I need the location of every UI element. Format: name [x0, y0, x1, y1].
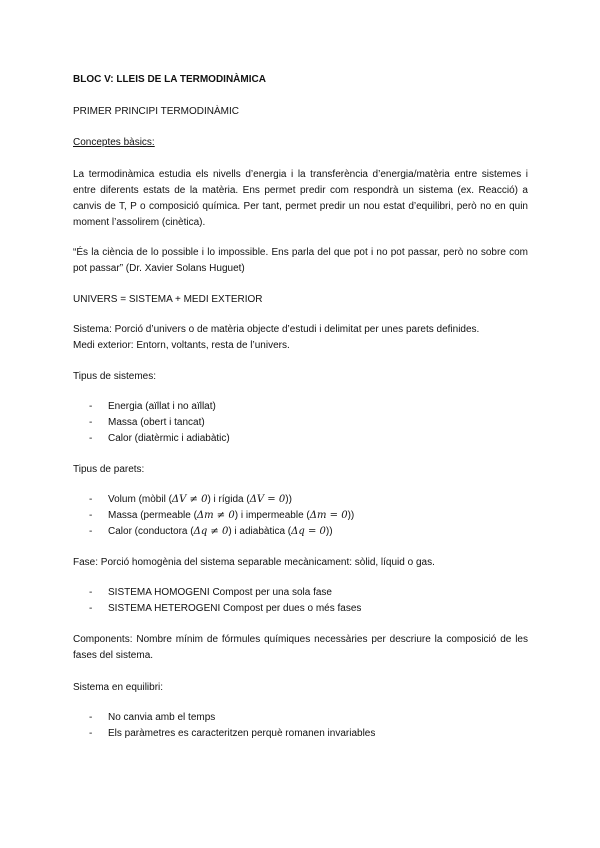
math-expression: ΔV = 0	[249, 494, 286, 505]
list-item: SISTEMA HETEROGENI Compost per dues o més fases	[108, 603, 362, 614]
wall-text: Volum (mòbil (	[108, 494, 172, 505]
intro-line: La termodinàmica estudia els nivells d’energia i la transferència d’energia/matèria entre sistemes i	[73, 169, 528, 180]
math-expression: Δq = 0	[291, 526, 326, 537]
system-types-heading: Tipus de sistemes:	[73, 371, 156, 382]
wall-text: ) i impermeable (	[234, 510, 310, 521]
math-expression: Δm ≠ 0	[196, 510, 235, 521]
universe-equation: UNIVERS = SISTEMA + MEDI EXTERIOR	[73, 294, 263, 305]
math-expression: Δm = 0	[309, 510, 348, 521]
components-definition: fases del sistema.	[73, 650, 154, 661]
bullet-dash: -	[89, 494, 93, 505]
list-item: SISTEMA HOMOGENI Compost per una sola fase	[108, 587, 332, 598]
bullet-dash: -	[89, 603, 93, 614]
wall-text: Calor (conductora (	[108, 526, 194, 537]
wall-text: ) i rígida (	[207, 494, 250, 505]
wall-text: ))	[325, 526, 333, 537]
bullet-dash: -	[89, 510, 93, 521]
list-item: Massa (obert i tancat)	[108, 417, 205, 428]
list-item	[108, 494, 292, 506]
system-definition: Sistema: Porció d’univers o de matèria objecte d’estudi i delimitat per unes parets definides.	[73, 324, 480, 335]
wall-text: Massa (permeable (	[108, 510, 197, 521]
bullet-dash: -	[89, 433, 93, 444]
bullet-dash: -	[89, 526, 93, 537]
bullet-dash: -	[89, 417, 93, 428]
environment-definition: Medi exterior: Entorn, voltants, resta de l’univers.	[73, 340, 290, 351]
intro-line: canvis de T, P o composició química. Per tant, permet predir un nou estat d’equilibri, però no en quin	[73, 201, 528, 212]
wall-text: ))	[347, 510, 355, 521]
components-definition: Components: Nombre mínim de fórmules químiques necessàries per descriure la composició de les	[73, 634, 528, 645]
section-subtitle: PRIMER PRINCIPI TERMODINÀMIC	[73, 106, 239, 117]
bullet-dash: -	[89, 401, 93, 412]
wall-types-heading: Tipus de parets:	[73, 464, 145, 475]
quote-line: “És la ciència de lo possible i lo impossible. Ens parla del que pot i no pot passar, però no sobre com	[73, 247, 528, 258]
math-expression: ΔV ≠ 0	[171, 494, 208, 505]
wall-text: ) i adiabàtica (	[228, 526, 292, 537]
list-item: Energia (aïllat i no aïllat)	[108, 401, 216, 412]
wall-text: ))	[285, 494, 292, 505]
phase-definition: Fase: Porció homogènia del sistema separable mecànicament: sòlid, líquid o gas.	[73, 557, 435, 568]
equilibrium-heading: Sistema en equilibri:	[73, 682, 164, 693]
list-item: Els paràmetres es caracteritzen perquè romanen invariables	[108, 728, 376, 739]
intro-line: moment l’assolirem (cinètica).	[73, 217, 206, 228]
bullet-dash: -	[89, 712, 93, 723]
bullet-dash: -	[89, 728, 93, 739]
document-title: BLOC V: LLEIS DE LA TERMODINÀMICA	[73, 74, 266, 85]
math-expression: Δq ≠ 0	[193, 526, 229, 537]
quote-line: pot passar” (Dr. Xavier Solans Huguet)	[73, 263, 245, 274]
list-item	[108, 510, 354, 522]
bullet-dash: -	[89, 587, 93, 598]
list-item: Calor (diatèrmic i adiabàtic)	[108, 433, 230, 444]
intro-line: entre diferents estats de la matèria. Ens permet predir com respondrà un sistema (ex. Reacció) a	[73, 185, 528, 196]
section-heading: Conceptes bàsics:	[73, 137, 155, 148]
list-item	[108, 526, 333, 538]
list-item: No canvia amb el temps	[108, 712, 216, 723]
